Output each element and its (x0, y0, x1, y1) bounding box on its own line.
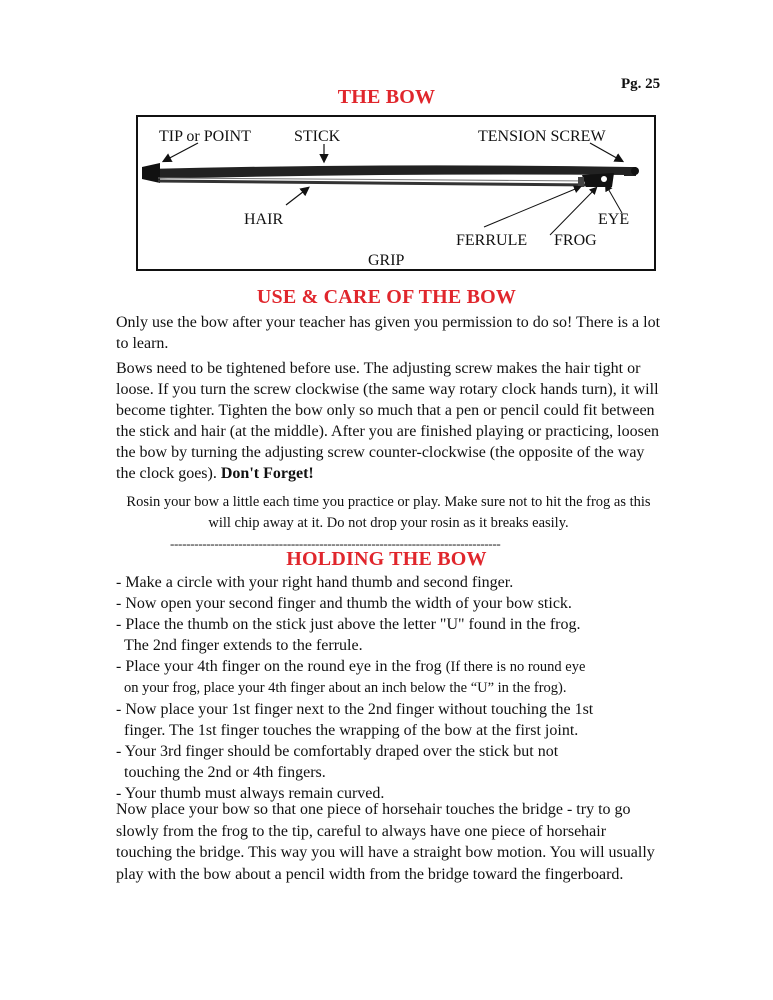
holding-title: HOLDING THE BOW (286, 548, 487, 570)
label-hair: HAIR (244, 211, 284, 228)
holding-step-continuation: touching the 2nd or 4th fingers. (124, 764, 326, 781)
bow-title: THE BOW (337, 86, 436, 108)
bow-diagram (136, 115, 656, 271)
holding-step (116, 656, 666, 699)
bow-frog (582, 173, 614, 187)
label-frog: FROG (554, 232, 597, 249)
holding-step-line: - Make a circle with your right hand thumb and second finger. (116, 574, 514, 591)
label-stick: STICK (294, 128, 341, 145)
holding-step-line: - Place your 4th finger on the round eye in the frog (116, 658, 446, 675)
use-care-paragraph-2 (116, 358, 661, 484)
holding-closing-paragraph: Now place your bow so that one piece of horsehair touches the bridge - try to go slowly from the frog to the tip, careful to always have one piece of horsehair touching the bridge. This way you will have a straight bow motion. You will usually play with the bow about a pencil width from the bridge toward the fingerboard. (116, 801, 655, 883)
holding-step-line: - Your thumb must always remain curved. (116, 785, 385, 802)
holding-step-continuation: on your frog, place your 4th finger about an inch below the “U” in the frog). (124, 680, 567, 696)
use-care-paragraph-1: Only use the bow after your teacher has given you permission to do so! There is a lot to learn. (116, 314, 661, 352)
section-divider: ---------------------------------------------------------------------------------- (170, 537, 501, 551)
holding-step-line: - Your 3rd finger should be comfortably draped over the stick but not (116, 743, 559, 760)
bow-stick (146, 165, 630, 179)
label-tip: TIP or POINT (159, 128, 251, 145)
use-care-paragraph-2-text: Bows need to be tightened before use. The adjusting screw makes the hair tight or loose. If you turn the screw clockwise (the same way rotary clock hands turn), it will become tighter. Tighten the bow only so much that a pen or pencil could fit between the stick and hair (at the middle). After you are finished playing or practicing, loosen the bow by turning the adjusting screw counter-clockwise (the opposite of the way the clock goes). (116, 360, 659, 482)
label-eye: EYE (598, 211, 630, 228)
bow-ferrule (578, 177, 584, 187)
holding-step-line: - Now open your second finger and thumb the width of your bow stick. (116, 595, 572, 612)
bow-eye (601, 176, 607, 182)
page-number: Pg. 25 (621, 76, 661, 92)
label-ferrule: FERRULE (456, 232, 528, 249)
rosin-note: Rosin your bow a little each time you practice or play. Make sure not to hit the frog as this will chip away at it. Do not drop your rosin as it breaks easily. (126, 494, 651, 531)
label-grip: GRIP (368, 252, 405, 269)
holding-step (116, 572, 666, 593)
holding-step-continuation: finger. The 1st finger touches the wrapping of the bow at the first joint. (124, 722, 579, 739)
holding-step-aside: (If there is no round eye (445, 659, 586, 675)
holding-step (116, 741, 666, 783)
holding-step-continuation: The 2nd finger extends to the ferrule. (124, 637, 363, 654)
holding-step-line: - Place the thumb on the stick just above the letter "U" found in the frog. (116, 616, 581, 633)
holding-step (116, 699, 666, 741)
dont-forget-emphasis: Don't Forget! (220, 465, 314, 482)
holding-step-line: - Now place your 1st finger next to the 2nd finger without touching the 1st (116, 701, 594, 718)
holding-steps (116, 572, 666, 804)
bow-tip-head (142, 163, 160, 183)
label-tension-screw: TENSION SCREW (478, 128, 606, 145)
holding-step (116, 614, 666, 656)
use-care-title: USE & CARE OF THE BOW (256, 286, 517, 308)
bow-hair (158, 181, 590, 185)
holding-step (116, 593, 666, 614)
